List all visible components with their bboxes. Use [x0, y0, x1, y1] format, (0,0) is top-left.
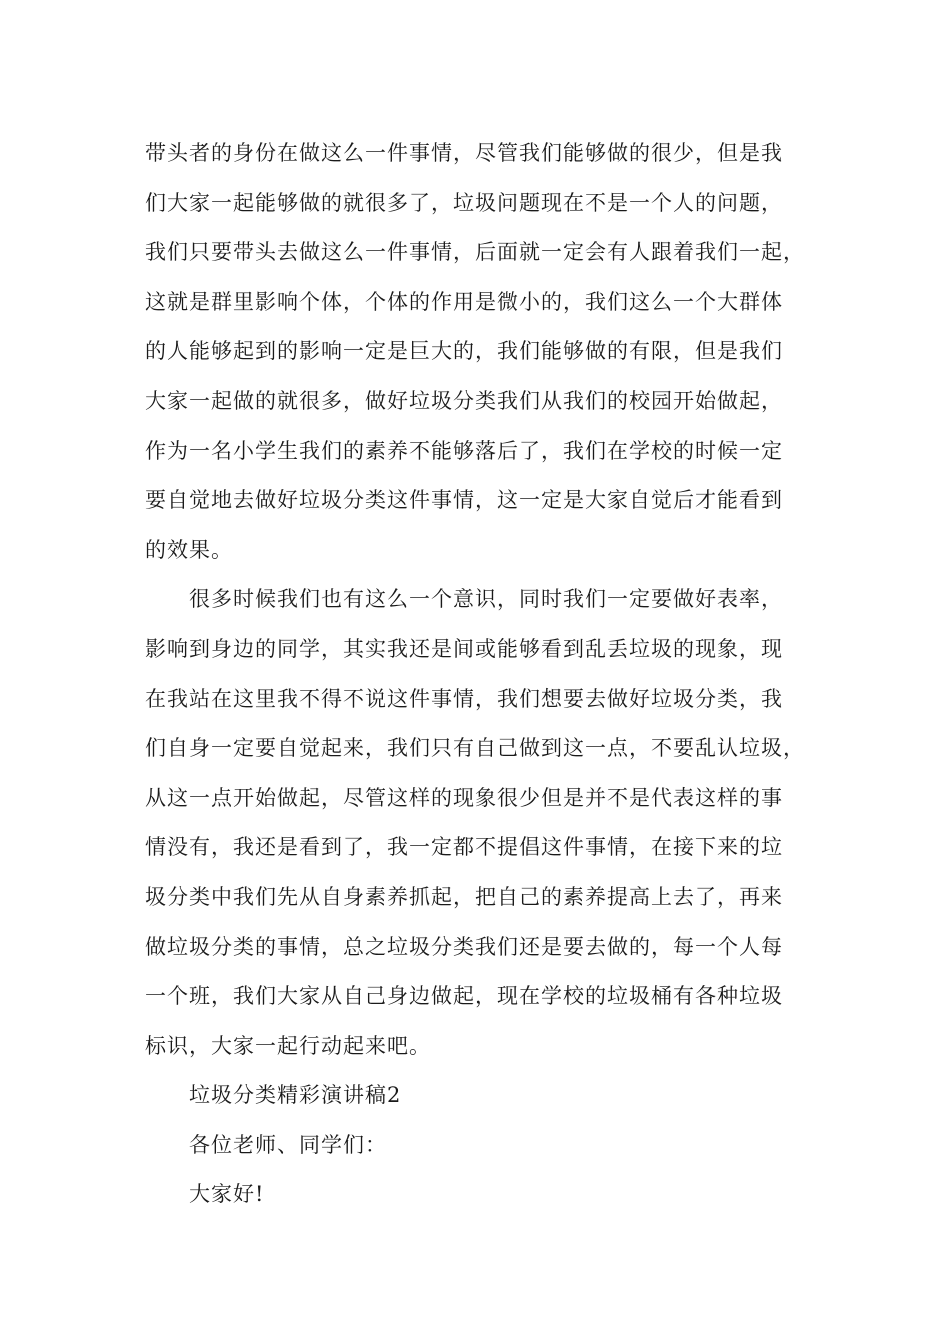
- text-line: 带头者的身份在做这么一件事情，尽管我们能够做的很少，但是我: [145, 141, 783, 165]
- greeting: 大家好!: [189, 1182, 265, 1207]
- text-line: 圾分类中我们先从自身素养抓起，把自己的素养提高上去了，再来: [145, 884, 783, 909]
- salutation: 各位老师、同学们：: [189, 1132, 387, 1157]
- section-title: 垃圾分类精彩演讲稿2: [189, 1083, 402, 1108]
- text-line: 要自觉地去做好垃圾分类这件事情，这一定是大家自觉后才能看到: [145, 488, 783, 513]
- text-line: 影响到身边的同学，其实我还是间或能够看到乱丢垃圾的现象，现: [145, 636, 783, 661]
- text-line: 们大家一起能够做的就很多了，垃圾问题现在不是一个人的问题，: [145, 190, 783, 215]
- text-line: 情没有，我还是看到了，我一定都不提倡这件事情，在接下来的垃: [145, 835, 783, 860]
- text-line: 从这一点开始做起，尽管这样的现象很少但是并不是代表这样的事: [145, 785, 783, 810]
- document-body: [145, 129, 825, 1220]
- paragraph-2: [145, 575, 825, 1071]
- paragraph-1: [145, 129, 825, 575]
- text-line: 作为一名小学生我们的素养不能够落后了，我们在学校的时候一定: [145, 438, 783, 463]
- text-line: 我们只要带头去做这么一件事情，后面就一定会有人跟着我们一起，: [145, 240, 805, 265]
- text-line: 的效果。: [145, 537, 233, 562]
- text-line: 这就是群里影响个体，个体的作用是微小的，我们这么一个大群体: [145, 289, 783, 314]
- text-line: 一个班，我们大家从自己身边做起，现在学校的垃圾桶有各种垃圾: [145, 984, 783, 1009]
- text-line: 在我站在这里我不得不说这件事情，我们想要去做好垃圾分类，我: [145, 686, 783, 711]
- text-line: 的人能够起到的影响一定是巨大的，我们能够做的有限，但是我们: [145, 339, 783, 364]
- text-line: 们自身一定要自觉起来，我们只有自己做到这一点，不要乱认垃圾，: [145, 736, 805, 761]
- text-line: 大家一起做的就很多，做好垃圾分类我们从我们的校园开始做起，: [145, 388, 783, 413]
- text-line: 标识，大家一起行动起来吧。: [145, 1033, 431, 1058]
- text-line: 做垃圾分类的事情，总之垃圾分类我们还是要去做的，每一个人每: [145, 934, 783, 959]
- text-line: 很多时候我们也有这么一个意识，同时我们一定要做好表率，: [189, 587, 783, 612]
